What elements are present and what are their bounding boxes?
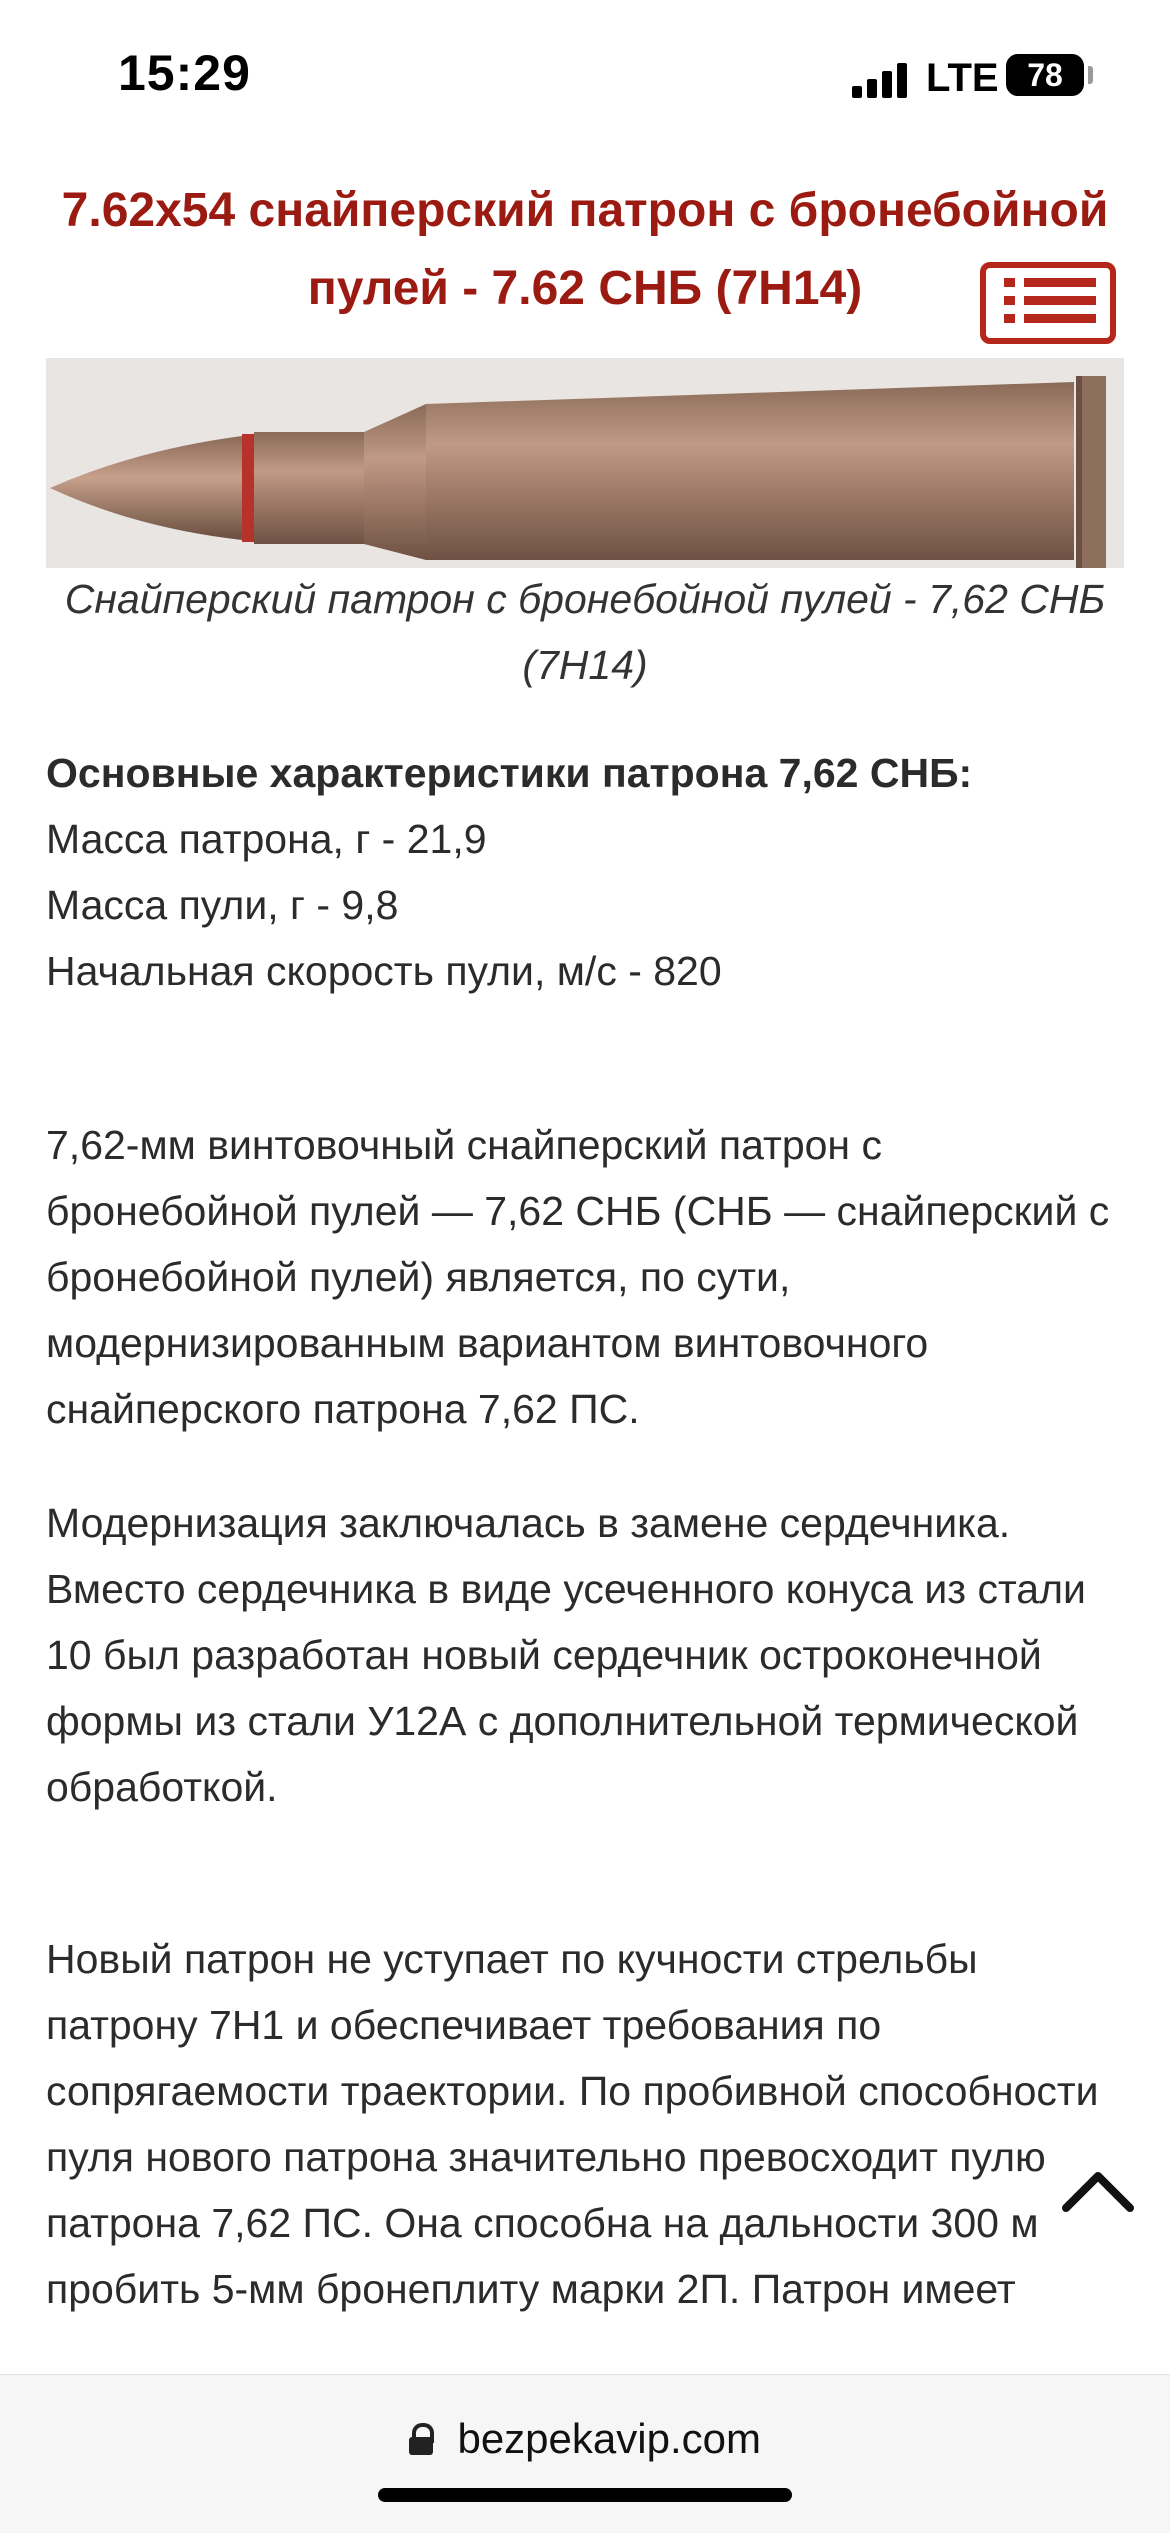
paragraph-text: Новый патрон не уступает по кучности стрельбы патрону 7Н1 и обеспечивает требования по сопрягаемости траектории. По пробивной способности пуля нового патрона значительно превосходит пулю патрона 7,62 ПС. Она способна на дальности 300 м пробить 5-мм бронеплиту марки 2П. Патрон имеет [46, 1936, 1099, 2312]
paragraph-text: Модернизация заключалась в замене сердечника. Вместо сердечника в виде усеченного конуса из стали 10 был разработан новый сердечник остроконечной формы из стали У12А с дополнительной термической обработкой. [46, 1500, 1086, 1810]
article-paragraph [46, 1490, 1136, 1820]
battery-level: 78 [1027, 57, 1063, 93]
status-bar [0, 0, 1170, 150]
menu-list-icon[interactable] [980, 262, 1116, 344]
cartridge-photo [46, 358, 1124, 568]
url-text[interactable]: bezpekavip.com [457, 2415, 761, 2462]
spec-item: Масса пули, г - 9,8 [46, 882, 399, 928]
spec-block [46, 740, 1136, 1004]
paragraph-text: 7,62-мм винтовочный снайперский патрон с бронебойной пулей — 7,62 СНБ (СНБ — снайперский с бронебойной пулей) является, по сути, модернизированным вариантом винтовочного снайперского патрона 7,62 ПС. [46, 1122, 1110, 1432]
page-title: 7.62x54 снайперский патрон с бронебойной пулей - 7.62 СНБ (7Н14) [61, 184, 1109, 315]
chevron-up-icon[interactable] [1058, 2160, 1138, 2220]
lock-icon [409, 2423, 433, 2455]
network-type: LTE [926, 56, 999, 100]
article-paragraph [46, 1112, 1136, 1442]
cellular-signal-icon [852, 62, 908, 98]
status-time: 15:29 [118, 45, 251, 101]
battery-tip [1088, 66, 1093, 84]
image-caption: Снайперский патрон с бронебойной пулей - 7,62 СНБ (7Н14) [64, 576, 1106, 688]
article-paragraph [46, 1926, 1136, 2322]
browser-address-bar[interactable] [0, 2374, 1170, 2533]
battery-icon [1006, 54, 1084, 96]
home-indicator[interactable] [378, 2488, 792, 2502]
spec-item: Начальная скорость пули, м/с - 820 [46, 948, 722, 994]
url-row[interactable] [0, 2415, 1170, 2463]
spec-heading: Основные характеристики патрона 7,62 СНБ: [46, 750, 973, 796]
spec-item: Масса патрона, г - 21,9 [46, 816, 487, 862]
